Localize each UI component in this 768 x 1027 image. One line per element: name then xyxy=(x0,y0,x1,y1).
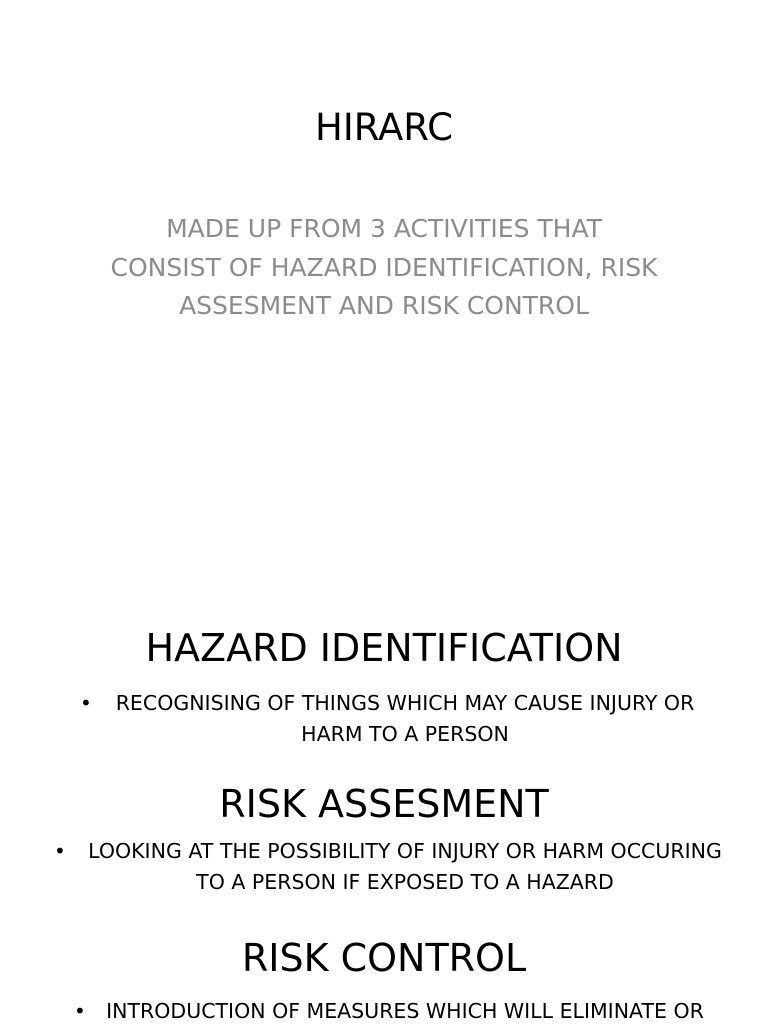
bullet-text: INTRODUCTION OF MEASURES WHICH WILL ELIMINATE OR xyxy=(106,999,704,1023)
heading-risk-control: RISK CONTROL xyxy=(241,936,527,980)
bullet-text: RECOGNISING OF THINGS WHICH MAY CAUSE INJURY OR HARM TO A PERSON xyxy=(115,691,695,746)
bullet-hazard-identification xyxy=(80,688,710,750)
slide-title: HIRARC xyxy=(315,106,453,149)
bullet-icon: • xyxy=(74,999,86,1023)
bullet-risk-assesment xyxy=(54,836,734,898)
bullet-text: LOOKING AT THE POSSIBILITY OF INJURY OR HARM OCCURING TO A PERSON IF EXPOSED TO A HAZARD xyxy=(88,839,722,894)
slide-subtitle: MADE UP FROM 3 ACTIVITIES THAT CONSIST OF HAZARD IDENTIFICATION, RISK ASSESMENT AND RISK CONTROL xyxy=(110,214,658,320)
bullet-icon: • xyxy=(54,839,66,863)
bullet-risk-control xyxy=(74,996,720,1027)
heading-risk-assesment: RISK ASSESMENT xyxy=(219,782,549,826)
slide-definitions xyxy=(0,560,768,1024)
heading-hazard-identification: HAZARD IDENTIFICATION xyxy=(145,626,623,670)
bullet-icon: • xyxy=(80,691,92,715)
